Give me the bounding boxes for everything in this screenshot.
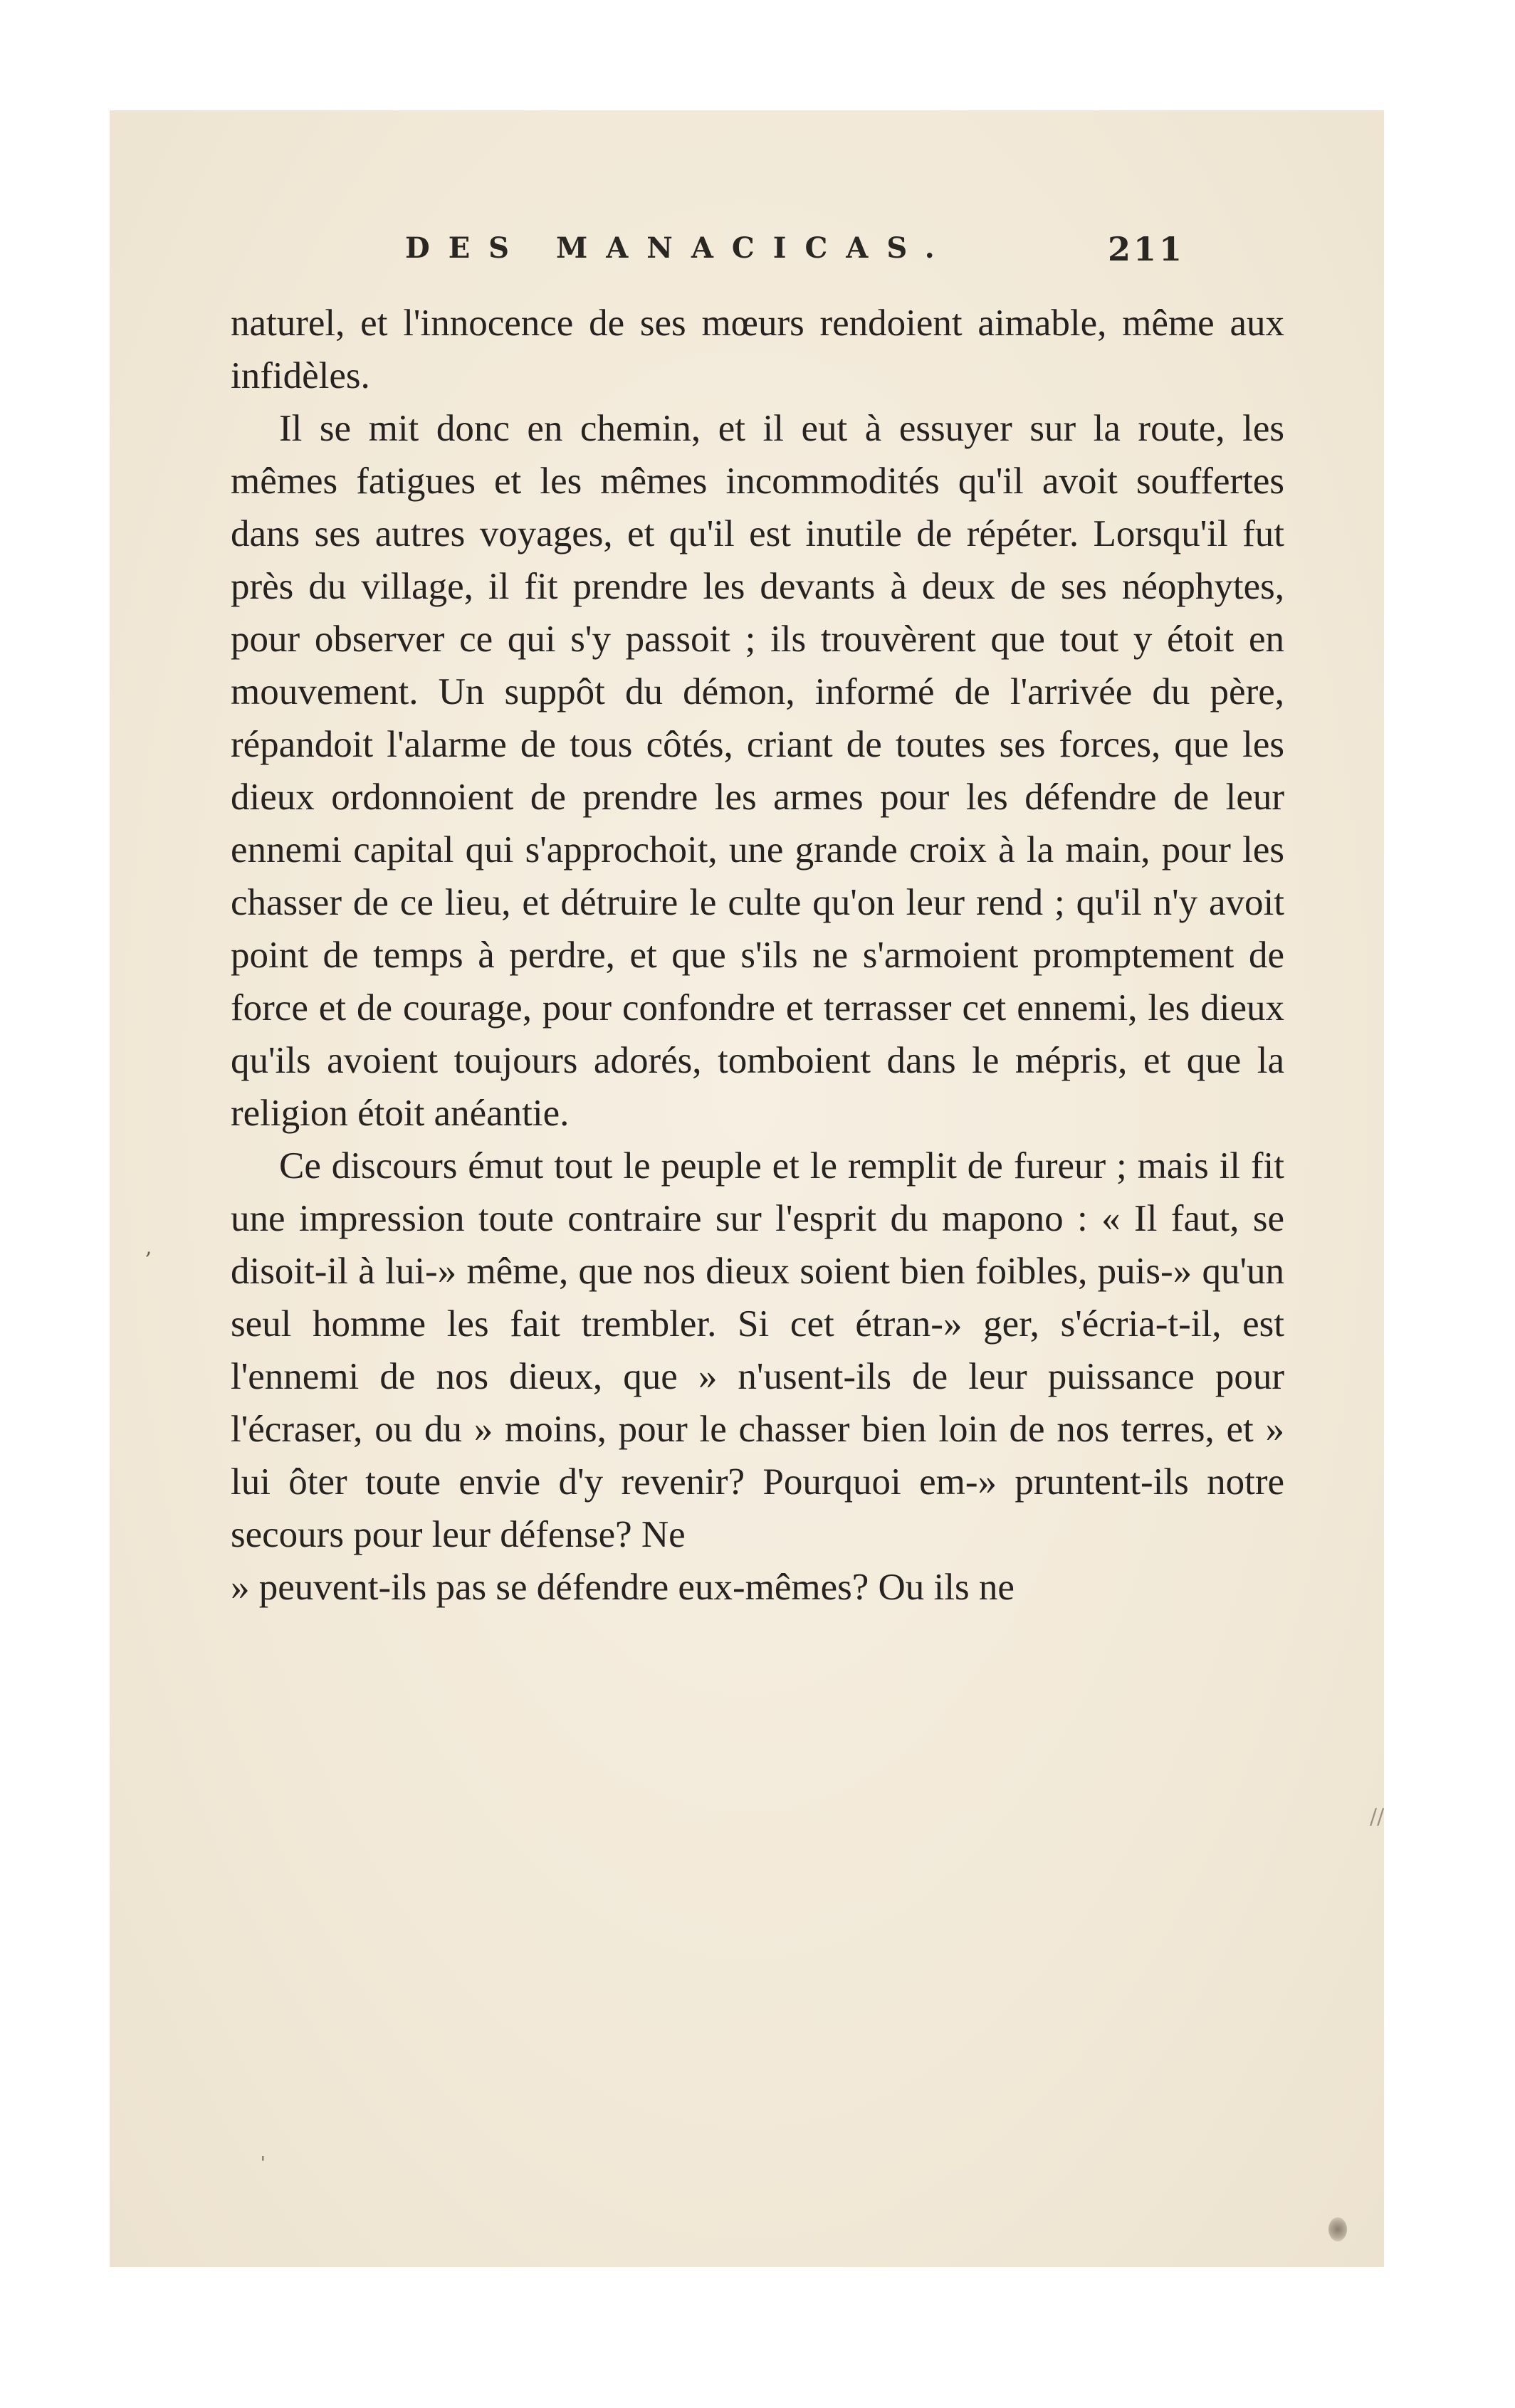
margin-speck-right: // bbox=[1370, 1804, 1385, 1829]
margin-speck-bottom: ' bbox=[261, 2153, 266, 2173]
book-page bbox=[110, 110, 1384, 2267]
body-text bbox=[231, 297, 1284, 1614]
page-number: 211 bbox=[1107, 230, 1185, 268]
margin-speck-left: , bbox=[145, 1235, 152, 1260]
running-head-title: DES MANACICAS. bbox=[405, 231, 953, 265]
foxing-spot bbox=[1328, 2217, 1347, 2241]
paragraph-last-line: » peuvent-ils pas se défendre eux-mêmes? Ou ils ne bbox=[231, 1567, 1015, 1608]
running-head bbox=[110, 231, 1384, 274]
paragraph-continuation: naturel, et l'innocence de ses mœurs rendoient aimable, même aux infidèles. bbox=[231, 303, 1284, 396]
paragraph-discourse: Ce discours émut tout le peuple et le remplit de fureur ; mais il fit une impression toute contraire sur l'esprit du mapono : « Il faut, se disoit-il à lui-» même, que nos dieux soient bien foibles, puis-» qu'un seul homme les fait trembler. Si cet étran-» ger, s'écria-t-il, est l'ennemi de nos dieux, que » n'usent-ils de leur puissance pour l'écraser, ou du » moins, pour le chasser bien loin de nos terres, et » lui ôter toute envie d'y revenir? Pourquoi em-» pruntent-ils notre secours pour leur défense? Ne bbox=[231, 1145, 1284, 1555]
paragraph-journey: Il se mit donc en chemin, et il eut à essuyer sur la route, les mêmes fatigues et les mêmes incommodités qu'il avoit souffertes dans ses autres voyages, et qu'il est inutile de répéter. Lorsqu'il fut près du village, il fit prendre les devants à deux de ses néophytes, pour observer ce qui s'y passoit ; ils trouvèrent que tout y étoit en mouvement. Un suppôt du démon, informé de l'arrivée du père, répandoit l'alarme de tous côtés, criant de toutes ses forces, que les dieux ordonnoient de prendre les armes pour les défendre de leur ennemi capital qui s'approchoit, une grande croix à la main, pour les chasser de ce lieu, et détruire le culte qu'on leur rend ; qu'il n'y avoit point de temps à perdre, et que s'ils ne s'armoient promptement de force et de courage, pour confondre et terrasser cet ennemi, les dieux qu'ils avoient toujours adorés, tomboient dans le mépris, et que la religion étoit anéantie. bbox=[231, 408, 1284, 1134]
